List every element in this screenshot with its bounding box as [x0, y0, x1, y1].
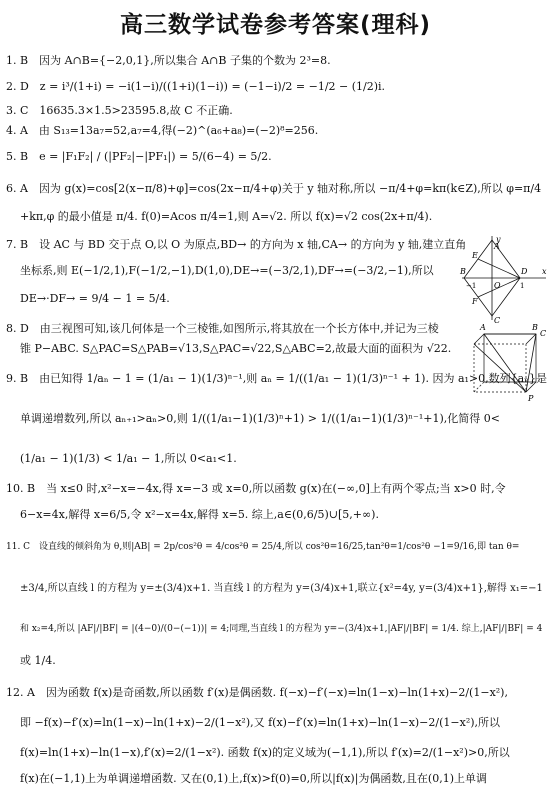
answer-q2: 2. D z = i³/(1+i) = −i(1−i)/((1+i)(1−i)) = (−1−i)/2 = −1/2 − (1/2)i. — [6, 80, 386, 93]
answer-q10-line2: 6−x=4x,解得 x=6/5,令 x²−x=4x,解得 x=5. 综上,a∈(0,6/5)∪[5,+∞). — [20, 508, 379, 521]
q8-pyramid-figure — [470, 320, 550, 402]
page-title: 高三数学试卷参考答案(理科) — [119, 12, 432, 38]
answer-q9-line1: 9. B 由已知得 1/aₙ − 1 = (1/a₁ − 1)(1/3)ⁿ⁻¹,则 aₙ = 1/((1/a₁ − 1)(1/3)ⁿ⁻¹ + 1). 因为 a₁>0,数列{aₙ}是 — [6, 372, 547, 385]
box-edge-1 — [474, 334, 484, 344]
answer-q10-line1: 10. B 当 x≤0 时,x²−x=−4x,得 x=−3 或 x=0,所以函数 g(x)在(−∞,0]上有两个零点;当 x>0 时,令 — [6, 482, 506, 495]
label-y: y — [496, 235, 501, 244]
answer-q3: 3. C 16635.3×1.5>23595.8,故 C 不正确. — [6, 104, 233, 117]
label-C: C — [494, 316, 501, 324]
answer-q6-line1: 6. A 因为 g(x)=cos[2(x−π/8)+φ]=cos(2x−π/4+φ)关于 y 轴对称,所以 −π/4+φ=kπ(k∈Z),所以 φ=π/4 — [6, 182, 542, 195]
tick-neg1: −1 — [466, 282, 477, 290]
answer-q8-line2: 锥 P−ABC. S△PAC=S△PAB=√13,S△PAC=√22,S△ABC=2,故最大面的面积为 √22. — [20, 342, 452, 355]
answer-q7-line1: 7. B 设 AC 与 BD 交于点 O,以 O 为原点,BD→ 的方向为 x 轴,CA→ 的方向为 y 轴,建立直角 — [6, 238, 467, 251]
label-O: O — [494, 281, 501, 290]
tick-1: 1 — [520, 282, 525, 290]
label-P: P — [528, 394, 534, 402]
answer-q8-line1: 8. D 由三视图可知,该几何体是一个三棱锥,如图所示,将其放在一个长方体中,并记为三棱 — [6, 322, 439, 335]
answer-q9-line2: 单调递增数列,所以 aₙ₊₁>aₙ>0,则 1/((1/a₁−1)(1/3)ⁿ+1) > 1/((1/a₁−1)(1/3)ⁿ⁻¹+1),化简得 0< — [20, 412, 500, 425]
answer-q11-line4: 或 1/4. — [20, 654, 56, 667]
label-F: F — [472, 297, 478, 306]
label-B: B — [532, 323, 538, 332]
label-x: x — [542, 267, 547, 276]
answer-q4: 4. A 由 S₁₃=13a₇=52,a₇=4,得(−2)^(a₆+a₈)=(−2)⁸=256. — [6, 124, 319, 137]
answer-q12-line4: f(x)在(−1,1)上为单调递增函数. 又在(0,1)上,f(x)>f(0)=0,所以|f(x)|为偶函数,且在(0,1)上单调 — [20, 772, 487, 785]
q7-coordinate-figure — [458, 232, 550, 324]
answer-q5: 5. B e = |F₁F₂| / (|PF₂|−|PF₁|) = 5/(6−4) = 5/2. — [6, 150, 272, 163]
answer-q12-line2: 即 −f(x)−f′(x)=ln(1−x)−ln(1+x)−2/(1−x²),又 f(x)−f′(x)=ln(1+x)−ln(1−x)−2/(1−x²),所以 — [20, 716, 501, 729]
label-B: B — [460, 267, 466, 276]
label-D: D — [521, 267, 528, 276]
answer-q9-line3: (1/a₁ − 1)(1/3) < 1/a₁ − 1,所以 0<a₁<1. — [20, 452, 237, 465]
answer-q11-line2: ±3/4,所以直线 l 的方程为 y=±(3/4)x+1. 当直线 l 的方程为 y=(3/4)x+1,联立{x²=4y, y=(3/4)x+1},解得 x₁=−1 — [20, 583, 543, 594]
answer-q7-line3: DE→·DF→ = 9/4 − 1 = 5/4. — [20, 292, 170, 305]
label-A: A — [480, 323, 486, 332]
answer-q12-line1: 12. A 因为函数 f(x)是奇函数,所以函数 f′(x)是偶函数. f(−x)−f′(−x)=ln(1−x)−ln(1+x)−2/(1−x²), — [6, 686, 508, 699]
answer-q7-line2: 坐标系,则 E(−1/2,1),F(−1/2,−1),D(1,0),DE→=(−3/2,1),DF→=(−3/2,−1),所以 — [20, 264, 434, 277]
answer-q1: 1. B 因为 A∩B={−2,0,1},所以集合 A∩B 子集的个数为 2³=8. — [6, 54, 331, 67]
label-A: A — [494, 242, 500, 251]
answer-q6-line2: +kπ,φ 的最小值是 π/4. f(0)=Acos π/4=1,则 A=√2. 所以 f(x)=√2 cos(2x+π/4). — [20, 210, 433, 223]
segment-de — [478, 259, 520, 278]
answer-q12-line3: f(x)=ln(1+x)−ln(1−x),f′(x)=2/(1−x²). 函数 f(x)的定义域为(−1,1),所以 f′(x)=2/(1−x²)>0,所以 — [20, 746, 510, 759]
label-C: C — [540, 329, 547, 338]
answer-q11-line3: 和 x₂=4,所以 |AF|/|BF| = |(4−0)/(0−(−1))| = 4;同理,当直线 l 的方程为 y=−(3/4)x+1,|AF|/|BF| = 1/4. 综上,|AF|/|BF| = 4 — [20, 624, 543, 634]
answer-q11-line1: 11. C 设直线的倾斜角为 θ,则|AB| = 2p/cos²θ = 4/cos²θ = 25/4,所以 cos²θ=16/25,tan²θ=1/cos²θ −1=9/16,即 tan θ= — [6, 542, 520, 552]
label-E: E — [472, 251, 478, 260]
